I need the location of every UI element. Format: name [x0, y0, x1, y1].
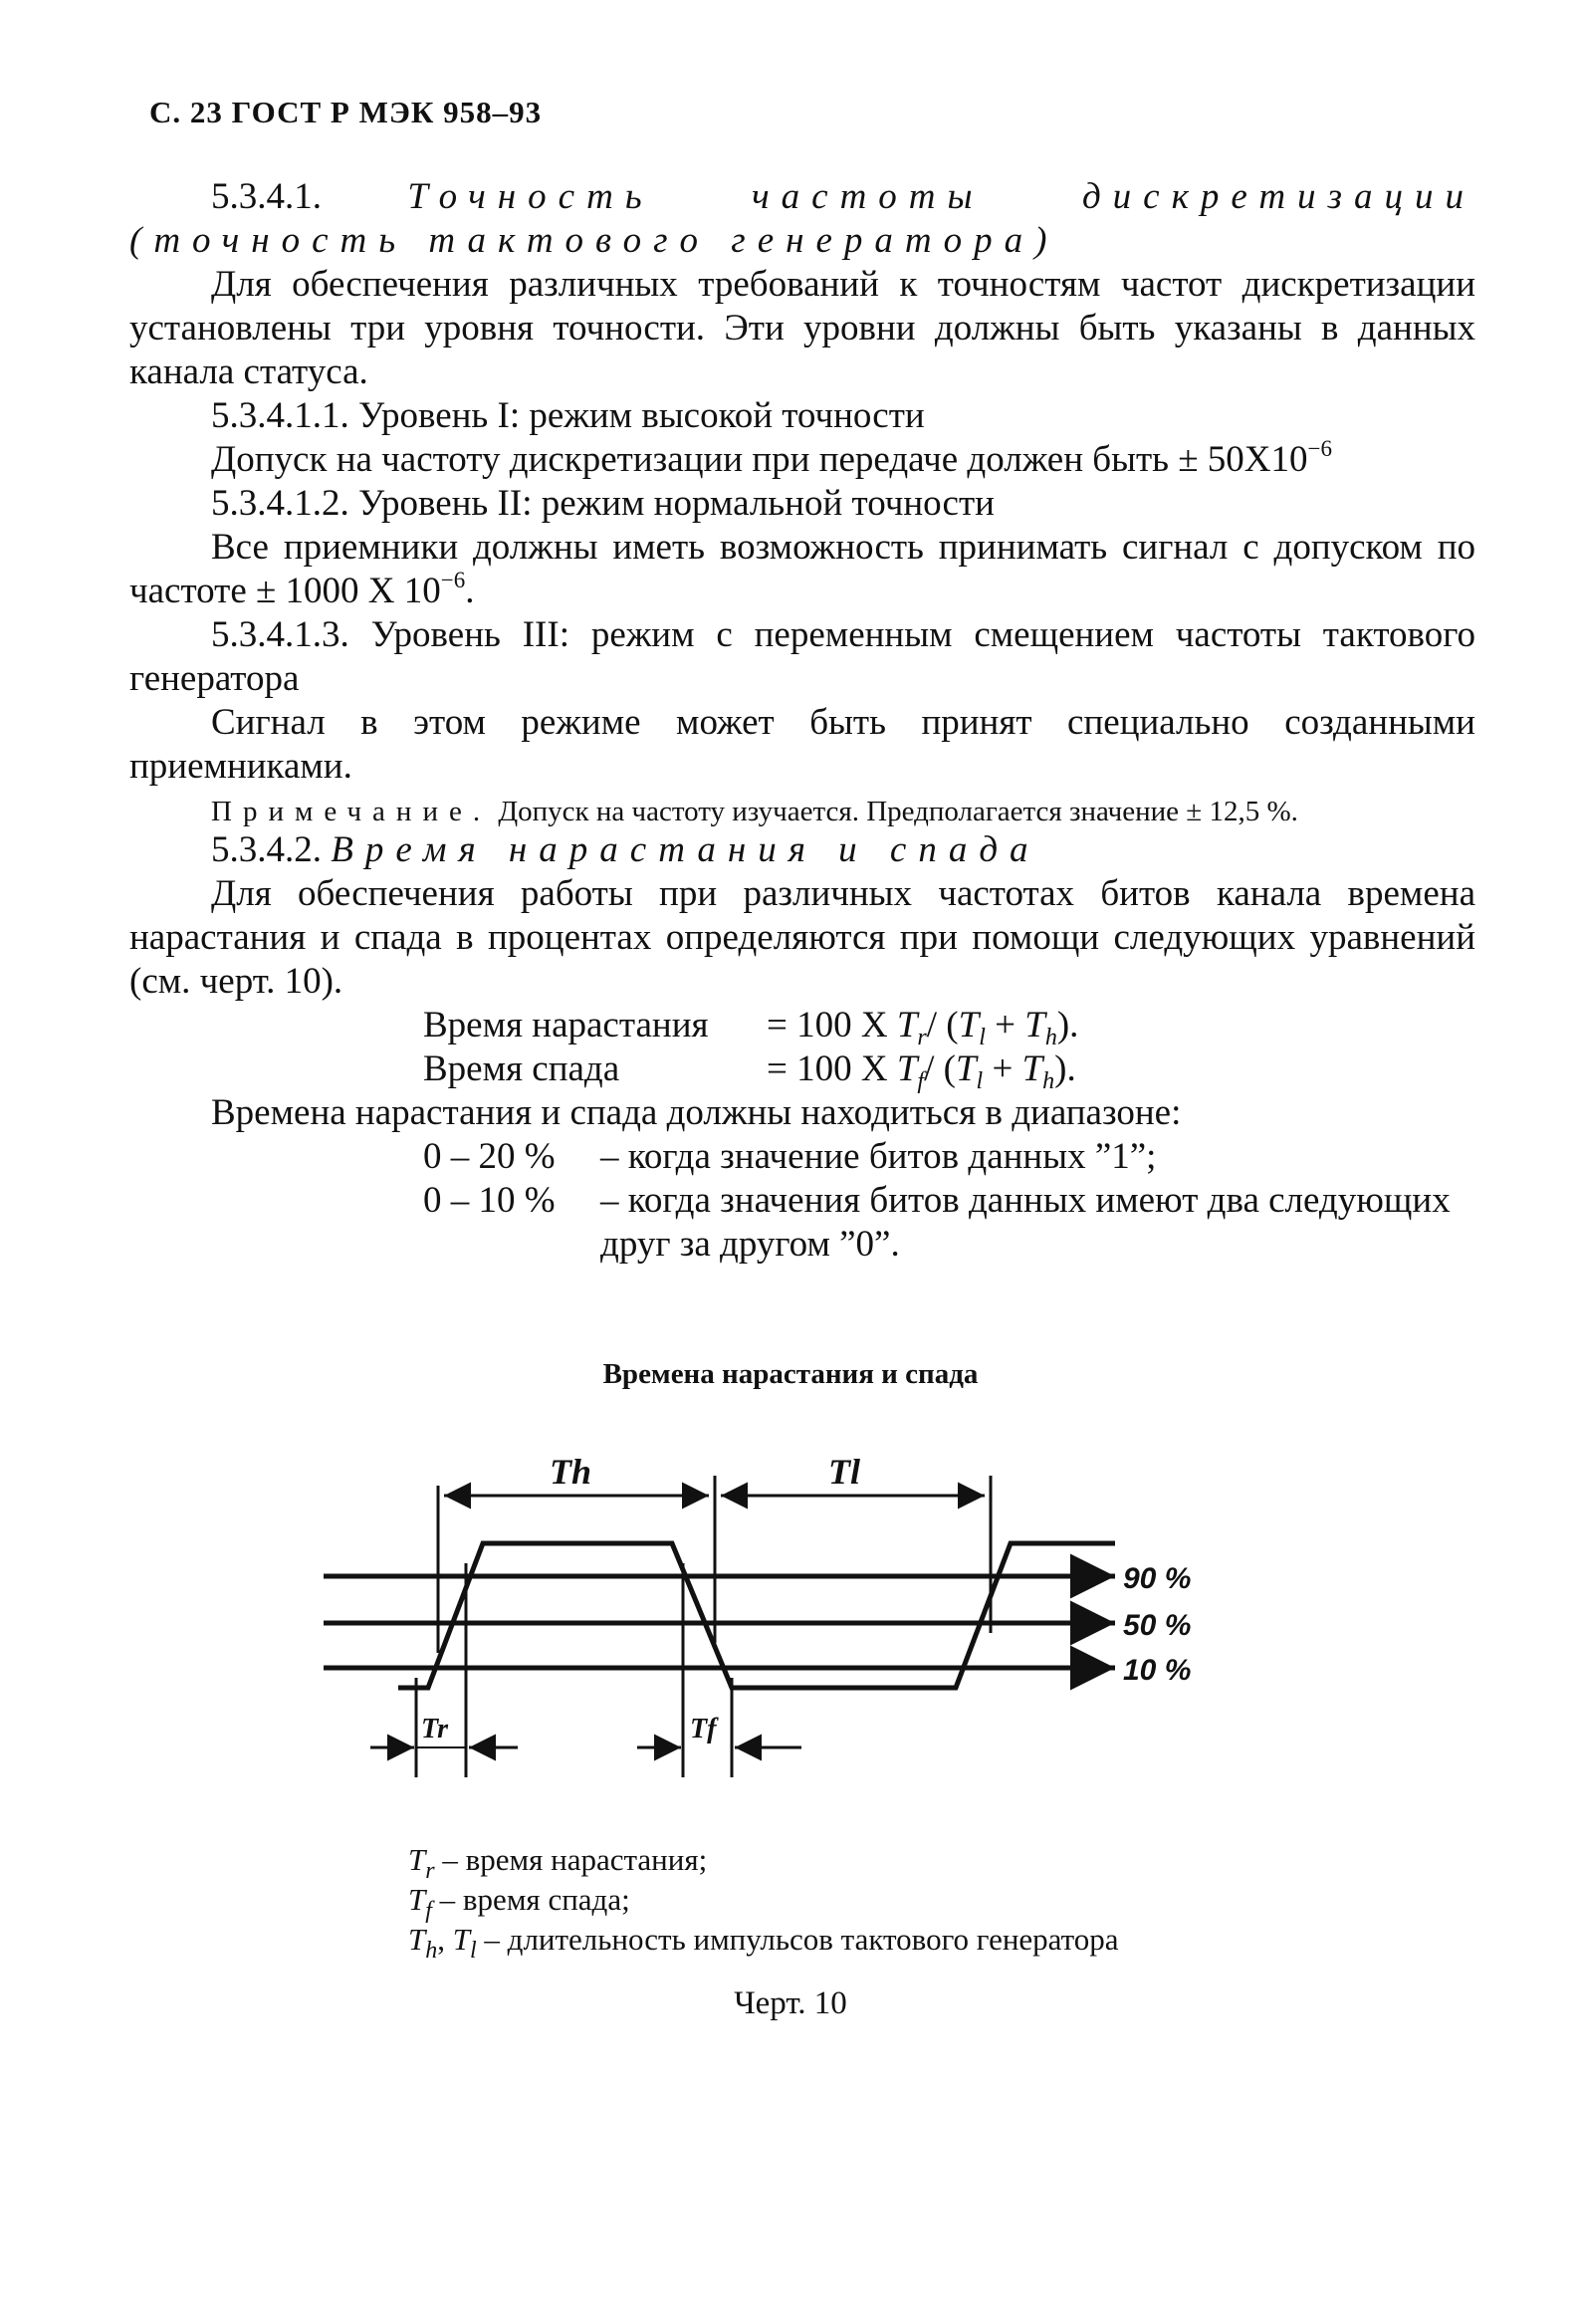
label-level-90: 90 %	[1123, 1562, 1192, 1595]
rise-fall-diagram	[299, 1444, 1294, 1822]
range-row-1	[423, 1135, 1475, 1179]
paragraph-accuracy-levels: Для обеспечения различных требований к точностям частот дискретизации установлены три уровня точности. Эти уровни должны быть указаны в данных канала статуса.	[129, 264, 1475, 392]
label-level-10: 10 %	[1123, 1654, 1192, 1687]
label-level-50: 50 %	[1123, 1609, 1192, 1642]
range-row-2	[423, 1179, 1475, 1267]
section-title: Время нарастания и спада	[331, 829, 1040, 870]
label-tr: Tr	[421, 1714, 448, 1744]
figure-title: Времена нарастания и спада	[602, 1358, 979, 1390]
paragraph-rise-fall: Для обеспечения работы при различных частотах битов канала времена нарастания и спада в процентах определяются при помощи следующих уравнений (см. черт. 10).	[129, 873, 1475, 1002]
section-heading-rise-fall-time	[129, 828, 1475, 872]
document-body	[129, 175, 1475, 1267]
figure-legend	[408, 1840, 1119, 1964]
note-text: Допуск на частоту изучается. Предполагается значение ± 12,5 %.	[498, 796, 1298, 827]
section-number: 5.3.4.2.	[211, 829, 322, 870]
equation-rise-time: Время нарастания = 100 X $T_r/$ $(T_l + T_h)$.	[423, 1005, 1079, 1050]
note	[129, 795, 1475, 828]
label-tl: Tl	[828, 1452, 860, 1492]
paragraph-level-2: Все приемники должны иметь возможность принимать сигнал с допуском по частоте ± 1000 X $10^{-6}$.	[129, 527, 1475, 611]
legend-item-rise-time: $T_r$ – время нарастания;	[408, 1842, 708, 1884]
label-th: Th	[550, 1452, 592, 1492]
figure-caption: Черт. 10	[734, 1985, 847, 2021]
range-description: – когда значение битов данных ”1”;	[600, 1136, 1157, 1177]
legend-item-pulse-duration: $T_h$, $T_l$ – длительность импульсов тактового генератора	[408, 1922, 1119, 1964]
section-number: 5.3.4.1.	[211, 176, 322, 217]
subsection-level-2: 5.3.4.1.2. Уровень II: режим нормальной точности	[211, 483, 995, 524]
paragraph-level-3: Сигнал в этом режиме может быть принят специально созданными приемниками.	[129, 702, 1475, 787]
subsection-level-1: 5.3.4.1.1. Уровень I: режим высокой точности	[211, 395, 925, 436]
note-label: Примечание.	[211, 796, 492, 827]
page-header: С. 23 ГОСТ Р МЭК 958–93	[149, 95, 543, 129]
range-value: 0 – 10 %	[423, 1180, 556, 1221]
label-tf: Tf	[690, 1714, 717, 1744]
range-value: 0 – 20 %	[423, 1136, 556, 1177]
section-title: Точность частоты дискретизации (точность тактового генератора)	[129, 176, 1475, 261]
section-heading-sampling-accuracy	[129, 175, 1475, 263]
range-description: – когда значения битов данных имеют два следующих друг за другом ”0”.	[600, 1180, 1451, 1265]
paragraph-ranges-intro: Времена нарастания и спада должны находиться в диапазоне:	[211, 1092, 1182, 1133]
legend-item-fall-time: $T_f$ – время спада;	[408, 1882, 630, 1924]
equation-fall-time: Время спада = 100 X $T_f/$ $(T_l + T_h)$.	[423, 1048, 1076, 1094]
paragraph-level-1: Допуск на частоту дискретизации при передаче должен быть ± $50X10^{-6}$	[211, 436, 1332, 480]
subsection-level-3: 5.3.4.1.3. Уровень III: режим с переменным смещением частоты тактового генератора	[129, 614, 1475, 699]
